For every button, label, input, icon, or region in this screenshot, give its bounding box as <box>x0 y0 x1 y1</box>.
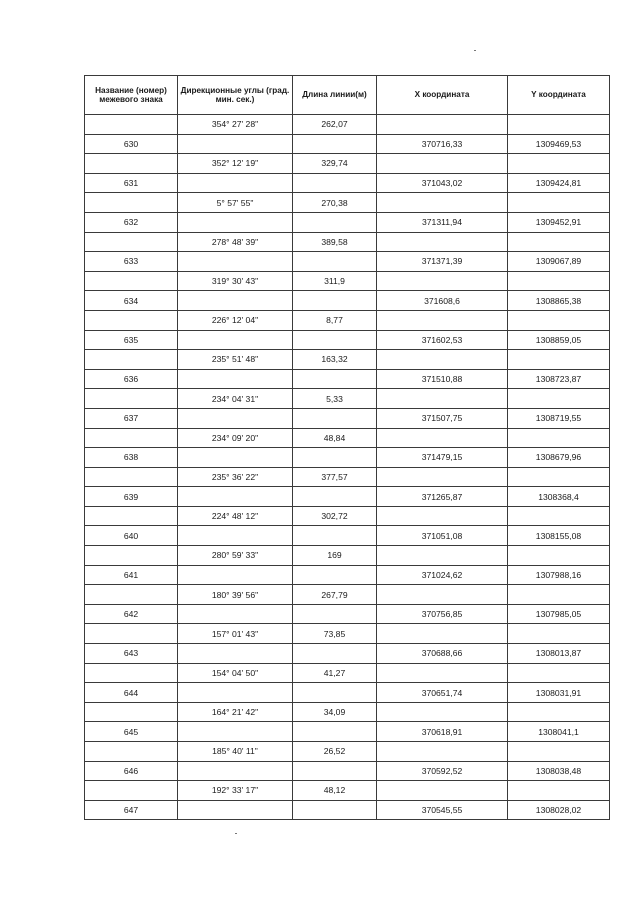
x-coordinate-cell: 370545,55 <box>377 800 508 820</box>
segment-row <box>85 115 610 135</box>
point-name-cell: 633 <box>85 252 178 272</box>
point-row <box>85 134 610 154</box>
point-name-cell: 641 <box>85 565 178 585</box>
x-coordinate-cell: 370651,74 <box>377 683 508 703</box>
empty-cell <box>293 800 377 820</box>
segment-row <box>85 624 610 644</box>
y-coordinate-cell: 1309452,91 <box>508 212 610 232</box>
y-coordinate-cell: 1308028,02 <box>508 800 610 820</box>
x-coordinate-cell: 370756,85 <box>377 604 508 624</box>
header-length: Длина линии(м) <box>293 76 377 115</box>
empty-cell <box>377 467 508 487</box>
point-name-cell: 640 <box>85 526 178 546</box>
header-x: X координата <box>377 76 508 115</box>
angle-cell: 5° 57' 55" <box>178 193 293 213</box>
empty-cell <box>85 546 178 566</box>
segment-row <box>85 428 610 448</box>
empty-cell <box>377 663 508 683</box>
length-cell: 73,85 <box>293 624 377 644</box>
empty-cell <box>85 271 178 291</box>
empty-cell <box>377 546 508 566</box>
empty-cell <box>293 134 377 154</box>
empty-cell <box>85 585 178 605</box>
y-coordinate-cell: 1307985,05 <box>508 604 610 624</box>
empty-cell <box>508 585 610 605</box>
empty-cell <box>85 350 178 370</box>
point-row <box>85 761 610 781</box>
segment-row <box>85 271 610 291</box>
empty-cell <box>293 526 377 546</box>
empty-cell <box>377 742 508 762</box>
length-cell: 311,9 <box>293 271 377 291</box>
point-name-cell: 645 <box>85 722 178 742</box>
angle-cell: 352° 12' 19" <box>178 154 293 174</box>
point-row <box>85 565 610 585</box>
point-name-cell: 639 <box>85 487 178 507</box>
angle-cell: 234° 04' 31" <box>178 389 293 409</box>
empty-cell <box>293 212 377 232</box>
x-coordinate-cell: 371510,88 <box>377 369 508 389</box>
point-row <box>85 683 610 703</box>
empty-cell <box>508 663 610 683</box>
header-angle: Дирекционные углы (град. мин. сек.) <box>178 76 293 115</box>
y-coordinate-cell: 1308719,55 <box>508 408 610 428</box>
empty-cell <box>85 702 178 722</box>
y-coordinate-cell: 1308041,1 <box>508 722 610 742</box>
point-name-cell: 646 <box>85 761 178 781</box>
x-coordinate-cell: 370688,66 <box>377 644 508 664</box>
angle-cell: 319° 30' 43" <box>178 271 293 291</box>
empty-cell <box>85 781 178 801</box>
empty-cell <box>377 193 508 213</box>
point-name-cell: 630 <box>85 134 178 154</box>
length-cell: 163,32 <box>293 350 377 370</box>
empty-cell <box>377 389 508 409</box>
y-coordinate-cell: 1307988,16 <box>508 565 610 585</box>
x-coordinate-cell: 371371,39 <box>377 252 508 272</box>
empty-cell <box>85 663 178 683</box>
x-coordinate-cell: 370592,52 <box>377 761 508 781</box>
point-row <box>85 722 610 742</box>
segment-row <box>85 585 610 605</box>
x-coordinate-cell: 371024,62 <box>377 565 508 585</box>
segment-row <box>85 154 610 174</box>
empty-cell <box>508 742 610 762</box>
length-cell: 389,58 <box>293 232 377 252</box>
x-coordinate-cell: 371479,15 <box>377 448 508 468</box>
empty-cell <box>178 252 293 272</box>
point-row <box>85 448 610 468</box>
empty-cell <box>508 350 610 370</box>
table-body <box>85 115 610 820</box>
y-coordinate-cell: 1308013,87 <box>508 644 610 664</box>
scan-speck <box>235 833 237 834</box>
x-coordinate-cell: 370618,91 <box>377 722 508 742</box>
empty-cell <box>85 232 178 252</box>
point-row <box>85 291 610 311</box>
empty-cell <box>377 702 508 722</box>
segment-row <box>85 467 610 487</box>
empty-cell <box>178 134 293 154</box>
empty-cell <box>377 506 508 526</box>
empty-cell <box>377 232 508 252</box>
x-coordinate-cell: 371507,75 <box>377 408 508 428</box>
y-coordinate-cell: 1309469,53 <box>508 134 610 154</box>
length-cell: 329,74 <box>293 154 377 174</box>
empty-cell <box>178 330 293 350</box>
point-name-cell: 632 <box>85 212 178 232</box>
empty-cell <box>85 428 178 448</box>
empty-cell <box>293 408 377 428</box>
y-coordinate-cell: 1309067,89 <box>508 252 610 272</box>
empty-cell <box>178 604 293 624</box>
angle-cell: 226° 12' 04" <box>178 310 293 330</box>
empty-cell <box>178 212 293 232</box>
empty-cell <box>178 408 293 428</box>
empty-cell <box>508 232 610 252</box>
scan-speck <box>474 50 476 51</box>
point-name-cell: 635 <box>85 330 178 350</box>
point-name-cell: 638 <box>85 448 178 468</box>
empty-cell <box>293 369 377 389</box>
empty-cell <box>85 506 178 526</box>
empty-cell <box>508 310 610 330</box>
x-coordinate-cell: 371051,08 <box>377 526 508 546</box>
length-cell: 48,12 <box>293 781 377 801</box>
empty-cell <box>85 193 178 213</box>
x-coordinate-cell: 371311,94 <box>377 212 508 232</box>
empty-cell <box>293 448 377 468</box>
empty-cell <box>508 193 610 213</box>
length-cell: 262,07 <box>293 115 377 135</box>
empty-cell <box>178 761 293 781</box>
y-coordinate-cell: 1309424,81 <box>508 173 610 193</box>
empty-cell <box>508 781 610 801</box>
empty-cell <box>508 428 610 448</box>
header-y: Y координата <box>508 76 610 115</box>
segment-row <box>85 702 610 722</box>
y-coordinate-cell: 1308679,96 <box>508 448 610 468</box>
empty-cell <box>293 604 377 624</box>
empty-cell <box>293 683 377 703</box>
x-coordinate-cell: 371608,6 <box>377 291 508 311</box>
empty-cell <box>377 154 508 174</box>
empty-cell <box>178 173 293 193</box>
angle-cell: 280° 59' 33" <box>178 546 293 566</box>
point-name-cell: 631 <box>85 173 178 193</box>
empty-cell <box>178 448 293 468</box>
segment-row <box>85 506 610 526</box>
empty-cell <box>293 252 377 272</box>
empty-cell <box>293 644 377 664</box>
empty-cell <box>85 154 178 174</box>
segment-row <box>85 742 610 762</box>
empty-cell <box>178 565 293 585</box>
empty-cell <box>293 722 377 742</box>
empty-cell <box>377 115 508 135</box>
length-cell: 41,27 <box>293 663 377 683</box>
angle-cell: 154° 04' 50" <box>178 663 293 683</box>
angle-cell: 157° 01' 43" <box>178 624 293 644</box>
point-row <box>85 212 610 232</box>
length-cell: 5,33 <box>293 389 377 409</box>
length-cell: 302,72 <box>293 506 377 526</box>
empty-cell <box>377 271 508 291</box>
point-row <box>85 252 610 272</box>
y-coordinate-cell: 1308368,4 <box>508 487 610 507</box>
length-cell: 8,77 <box>293 310 377 330</box>
segment-row <box>85 350 610 370</box>
point-row <box>85 526 610 546</box>
empty-cell <box>178 291 293 311</box>
length-cell: 270,38 <box>293 193 377 213</box>
point-name-cell: 647 <box>85 800 178 820</box>
segment-row <box>85 546 610 566</box>
angle-cell: 164° 21' 42" <box>178 702 293 722</box>
point-row <box>85 330 610 350</box>
length-cell: 34,09 <box>293 702 377 722</box>
point-name-cell: 634 <box>85 291 178 311</box>
empty-cell <box>85 624 178 644</box>
empty-cell <box>377 428 508 448</box>
segment-row <box>85 232 610 252</box>
empty-cell <box>178 644 293 664</box>
empty-cell <box>85 742 178 762</box>
boundary-coordinates-table <box>84 75 610 820</box>
point-row <box>85 487 610 507</box>
empty-cell <box>178 722 293 742</box>
point-row <box>85 369 610 389</box>
y-coordinate-cell: 1308155,08 <box>508 526 610 546</box>
y-coordinate-cell: 1308865,38 <box>508 291 610 311</box>
empty-cell <box>508 389 610 409</box>
empty-cell <box>508 702 610 722</box>
empty-cell <box>178 487 293 507</box>
y-coordinate-cell: 1308859,05 <box>508 330 610 350</box>
empty-cell <box>85 389 178 409</box>
angle-cell: 192° 33' 17" <box>178 781 293 801</box>
empty-cell <box>85 310 178 330</box>
length-cell: 48,84 <box>293 428 377 448</box>
point-name-cell: 644 <box>85 683 178 703</box>
angle-cell: 185° 40' 11" <box>178 742 293 762</box>
point-row <box>85 408 610 428</box>
segment-row <box>85 663 610 683</box>
empty-cell <box>377 310 508 330</box>
point-name-cell: 643 <box>85 644 178 664</box>
empty-cell <box>377 624 508 644</box>
angle-cell: 235° 36' 22" <box>178 467 293 487</box>
segment-row <box>85 389 610 409</box>
empty-cell <box>85 467 178 487</box>
length-cell: 267,79 <box>293 585 377 605</box>
empty-cell <box>508 506 610 526</box>
empty-cell <box>178 369 293 389</box>
angle-cell: 354° 27' 28" <box>178 115 293 135</box>
empty-cell <box>377 781 508 801</box>
empty-cell <box>508 467 610 487</box>
empty-cell <box>178 683 293 703</box>
empty-cell <box>293 565 377 585</box>
length-cell: 377,57 <box>293 467 377 487</box>
segment-row <box>85 310 610 330</box>
empty-cell <box>293 330 377 350</box>
empty-cell <box>508 546 610 566</box>
empty-cell <box>508 271 610 291</box>
y-coordinate-cell: 1308031,91 <box>508 683 610 703</box>
angle-cell: 234° 09' 20" <box>178 428 293 448</box>
segment-row <box>85 193 610 213</box>
empty-cell <box>293 761 377 781</box>
empty-cell <box>85 115 178 135</box>
length-cell: 26,52 <box>293 742 377 762</box>
point-name-cell: 642 <box>85 604 178 624</box>
empty-cell <box>178 526 293 546</box>
angle-cell: 224° 48' 12" <box>178 506 293 526</box>
header-name: Название (номер) межевого знака <box>85 76 178 115</box>
x-coordinate-cell: 370716,33 <box>377 134 508 154</box>
point-row <box>85 173 610 193</box>
empty-cell <box>293 173 377 193</box>
segment-row <box>85 781 610 801</box>
angle-cell: 180° 39' 56" <box>178 585 293 605</box>
empty-cell <box>508 115 610 135</box>
point-row <box>85 800 610 820</box>
point-row <box>85 604 610 624</box>
empty-cell <box>293 291 377 311</box>
empty-cell <box>377 585 508 605</box>
y-coordinate-cell: 1308723,87 <box>508 369 610 389</box>
empty-cell <box>377 350 508 370</box>
angle-cell: 235° 51' 48" <box>178 350 293 370</box>
empty-cell <box>508 624 610 644</box>
length-cell: 169 <box>293 546 377 566</box>
empty-cell <box>178 800 293 820</box>
header-row <box>85 76 610 115</box>
y-coordinate-cell: 1308038,48 <box>508 761 610 781</box>
x-coordinate-cell: 371043,02 <box>377 173 508 193</box>
x-coordinate-cell: 371265,87 <box>377 487 508 507</box>
point-row <box>85 644 610 664</box>
empty-cell <box>293 487 377 507</box>
angle-cell: 278° 48' 39" <box>178 232 293 252</box>
point-name-cell: 637 <box>85 408 178 428</box>
empty-cell <box>508 154 610 174</box>
x-coordinate-cell: 371602,53 <box>377 330 508 350</box>
point-name-cell: 636 <box>85 369 178 389</box>
